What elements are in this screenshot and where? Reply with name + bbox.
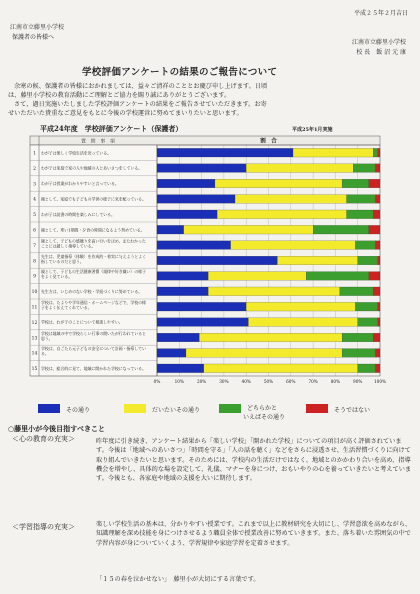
bar-segment [157,256,277,265]
bar-segment [186,349,342,358]
x-tick-label: 70% [308,379,318,384]
bar-segment [376,241,380,250]
bar-segment [231,241,356,250]
bar-segment [293,148,373,157]
question-number: 15 [31,367,38,373]
bar-segment [373,333,380,342]
question-text: ことには厳しく指導している。 [41,243,96,249]
x-tick-label: 50% [263,379,274,384]
bar-segment [369,179,380,188]
study-text: 楽しい学校生活の基本は、分かりやすい授業です。これまで以上に教材研究を大切にし、学習意欲を高めながら、知識理解を深め技能を身につけさせるよう職員全体で授業改善に努めていきます。また、落ち着いた雰囲気の中で学習内容が身についていくよう、学習規律や家庭学習を定着させます。 [96,521,412,547]
question-number: 7 [33,243,36,249]
bar-segment [376,364,380,373]
closing-quote: 「１５の春を泣かせない」 藤里小が大切にする言葉です。 [96,576,260,583]
addressee-guardians: 保護者の皆様へ [12,34,55,41]
legend-swatch-mostly [124,404,146,413]
bar-segment [248,318,357,327]
question-number: 6 [33,228,36,234]
question-text: 先生は、児童指導（体験）を作成的・着実に与えようとよく [41,253,147,259]
bar-segment [157,195,235,204]
bar-segment [340,287,373,296]
chart-subtitle: 平成25年1月実施 [292,127,333,133]
question-text: 学校は、わが子のことについて相談しやすい。 [41,319,123,325]
bar-segment [157,210,217,219]
header-ratio-label: 割 合 [260,138,277,145]
question-text: わが子は読書の時間を楽しみにしている。 [41,211,115,217]
bar-segment [306,272,368,281]
question-number: 8 [33,259,36,265]
bar-segment [347,195,376,204]
bar-segment [157,349,186,358]
bar-segment [378,256,380,265]
bar-segment [157,241,231,250]
bar-segment [358,256,378,265]
bar-segment [373,287,380,296]
question-text: 学校は、総合的に見て、地域に開かれた学校になっている。 [41,365,146,371]
bar-segment [378,302,380,311]
legend-label-somewhat-2: いえばその通り [243,414,286,421]
bar-segment [277,256,357,265]
x-tick-label: 0% [153,379,161,384]
section-heading: ○藤里小が今後目指すべきこと [8,424,105,433]
x-tick-label: 100% [374,379,386,384]
addressee-school: 江南市立藤里小学校 [10,24,65,31]
question-text: 子をよく伝えてくれている。 [41,305,92,310]
bar-segment [157,225,184,234]
question-text: 学校は、たよりや学年通信・ホームページなどで、学校の様 [41,300,146,305]
question-number: 4 [33,197,36,203]
x-tick-label: 40% [241,379,251,384]
heart-heading: ＜心の教育の充実＞ [12,435,75,443]
intro-line: せいただいた貴重なご意見をもとに今後の学校運営に努めてまいりたいと思います。 [8,110,243,117]
page-title: 学校評価アンケートの結果のご報告について [82,67,278,78]
bar-segment [355,302,377,311]
sender-principal: 校 長 飯 沼 元 康 [356,49,406,56]
header-question-label: 質 問 事 項 [81,139,115,145]
question-number: 10 [31,290,38,296]
question-text: 先生方は、いじめのない学校・学級づくりに努めている。 [41,288,143,294]
bar-segment [208,272,306,281]
bar-segment [369,272,380,281]
bar-segment [157,364,204,373]
bar-segment [342,333,373,342]
bar-segment [342,349,375,358]
question-text: る。 [41,351,49,357]
question-number: 13 [31,336,38,342]
intro-line: は、藤里小学校の教育活動にご理解とご協力を賜り誠にありがとうございます。 [8,92,231,99]
legend-swatch-no [306,404,328,413]
bar-segment [378,318,380,327]
bar-segment [157,272,208,281]
bar-segment [204,364,358,373]
intro-line: さて、過日実施いたしました学校評価アンケートの結果をご報告させていただきます。お寄 [14,101,267,108]
legend-label-somewhat: どちらかと [247,405,278,412]
study-heading: ＜学習指導の充実＞ [12,523,75,531]
bar-segment [378,148,380,157]
question-text: 親として、寒い1期間・夕食の時間になるよう努めている。 [41,227,145,233]
legend-swatch-somewhat [219,404,241,413]
question-text: わが子は家庭で家の人や地域の人とあいさつをしている。 [41,165,143,171]
question-number: 2 [33,166,36,172]
bar-segment [157,164,246,173]
chart-title: 平成24年度 学校評価アンケート（保護者） [40,124,183,133]
legend-swatch-yes [38,404,60,413]
question-text: わが子は楽しく学校生活を送っている。 [41,150,112,156]
bar-segment [373,210,380,219]
question-number: 3 [33,182,36,188]
question-text: 学校は、自ごたら元子どもの安全について計画・指導してい [41,346,146,352]
bar-segment [157,333,199,342]
bar-segment [342,179,369,188]
bar-segment [353,164,375,173]
question-text: 親として、子どもの感嫌りを高い行いをほめ、またわかった [41,238,146,244]
question-text: 親として、家庭でも子どもの学習の様子に気を配っている。 [41,196,146,202]
legend-label-mostly: だいたいその通り [152,407,201,414]
question-number: 12 [31,320,38,326]
question-text: 学校は地域の中で学校らしい行事の開いたが行われていると [41,330,147,336]
bar-segment [376,164,380,173]
x-tick-label: 60% [286,379,296,384]
bar-segment [199,333,342,342]
bar-segment [355,241,375,250]
date-line: 平成２５年２月吉日 [353,10,408,17]
question-number: 11 [31,305,38,311]
question-text: 親として、子どもの生活健康習慣（規律や好き嫌い）の様子 [41,269,146,275]
question-text: 指しているのだと思う。 [41,258,84,264]
x-tick-label: 10% [174,379,184,384]
bar-segment [246,302,355,311]
bar-segment [235,195,346,204]
sender-school: 江南市立藤里小学校 [351,39,406,46]
x-tick-label: 30% [219,379,229,384]
question-number: 14 [31,351,38,357]
bar-segment [358,364,376,373]
legend-label-yes: その通り [66,407,91,414]
bar-segment [376,195,380,204]
bar-segment [208,287,340,296]
x-tick-label: 20% [196,379,207,384]
bar-segment [347,210,374,219]
heart-text: 昨年度に引き続き、アンケート結果から「楽しい学校」「開かれた学校」についての項目が高く評価されています。今後は「地域へのあいさつ」「時間を守る」「人の話を聴く」などをさらに浸透させ、生活習慣づくりに向けて取り組んでいきたいと思います。そのためには、学校内の生活だけではなく、地域とのかかわり合いを高め、指導機会を増やし、具体的な場を設定して、礼儀、マナーを身につけ、おもいやりの心を養っていきたいと考えています。今後とも、各家庭や地域の支援を大いに期待します。 [96,438,412,483]
bar-segment [373,148,377,157]
question-text: わが子は授業がわかりやすいと言っている。 [41,181,119,187]
question-number: 5 [33,213,36,219]
bar-segment [217,210,346,219]
intro-line: 余寒の候、保護者の皆様におかれましては、益々ご清祥のこととお慶び申し上げます。日頃 [14,83,268,90]
bar-segment [184,225,313,234]
bar-segment [157,302,246,311]
bar-segment [369,225,380,234]
bar-segment [358,318,378,327]
bar-segment [157,287,208,296]
bar-segment [157,148,293,157]
bar-segment [313,225,369,234]
x-tick-label: 90% [353,379,363,384]
question-text: をよく見ている。 [41,274,73,280]
bar-segment [157,179,215,188]
bar-segment [215,179,342,188]
legend-label-no: そうではない [334,407,371,414]
bar-segment [246,164,353,173]
x-tick-label: 80% [330,379,341,384]
bar-segment [376,349,380,358]
bar-segment [157,318,248,327]
question-number: 9 [33,274,36,280]
question-text: 思う。 [41,335,53,341]
question-number: 1 [33,151,36,157]
